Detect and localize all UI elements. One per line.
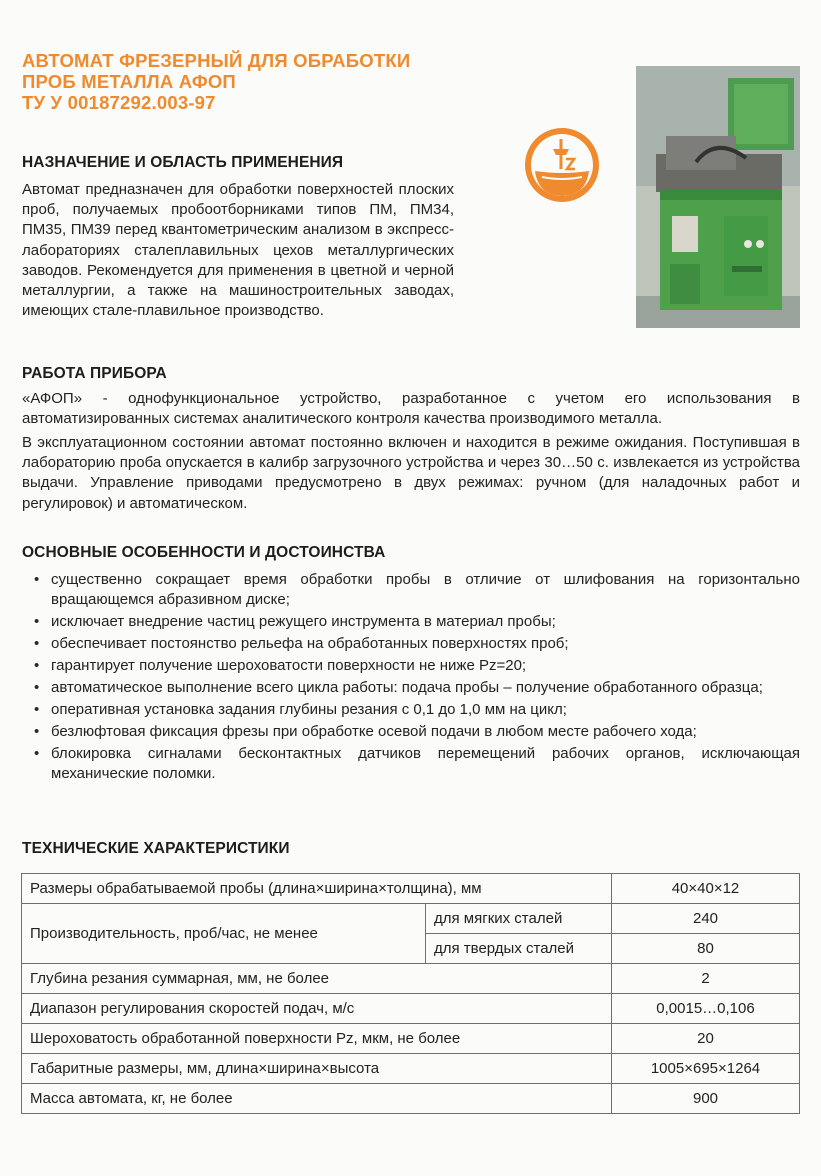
list-item: • гарантирует получение шероховатости поверхности не ниже Pz=20;	[34, 656, 800, 676]
spec-label: Диапазон регулирования скоростей подач, м/с	[22, 994, 612, 1024]
spec-value: 900	[612, 1084, 800, 1114]
spec-sublabel: для мягких сталей	[426, 904, 612, 934]
operation-paragraph-2: В эксплуатационном состоянии автомат постоянно включен и находится в режиме ожидания. Поступившая в лабораторию проба опускается в калибр загрузочного устройства и через 30…50 с. извлекается из устройства выдачи. Управление приводами предусмотрено в двух режимах: ручном (для наладочных работ и регулировок) и автоматическом.	[22, 434, 800, 512]
list-item: • автоматическое выполнение всего цикла работы: подача пробы – получение обработанного образца;	[34, 678, 800, 698]
purpose-heading: НАЗНАЧЕНИЕ И ОБЛАСТЬ ПРИМЕНЕНИЯ	[22, 154, 344, 171]
title-line-3: ТУ У 00187292.003-97	[22, 92, 216, 113]
features-heading: ОСНОВНЫЕ ОСОБЕННОСТИ И ДОСТОИНСТВА	[22, 544, 386, 561]
spec-sublabel: для твердых сталей	[426, 934, 612, 964]
features-list	[34, 570, 800, 786]
table-row	[22, 1054, 800, 1084]
spec-label: Габаритные размеры, мм, длина×ширина×высота	[22, 1054, 612, 1084]
spec-value: 1005×695×1264	[612, 1054, 800, 1084]
table-row	[22, 904, 800, 934]
table-row	[22, 874, 800, 904]
list-item: • оперативная установка задания глубины резания с 0,1 до 1,0 мм на цикл;	[34, 700, 800, 720]
specs-heading: ТЕХНИЧЕСКИЕ ХАРАКТЕРИСТИКИ	[22, 840, 290, 857]
table-row	[22, 1084, 800, 1114]
spec-value: 0,0015…0,106	[612, 994, 800, 1024]
list-item: • существенно сокращает время обработки пробы в отличие от шлифования на горизонтально вращающемся абразивном диске;	[34, 570, 800, 610]
list-item: • безлюфтовая фиксация фрезы при обработке осевой подачи в любом месте рабочего хода;	[34, 722, 800, 742]
spec-value: 80	[612, 934, 800, 964]
list-item: • исключает внедрение частиц режущего инструмента в материал пробы;	[34, 612, 800, 632]
crucible-logo-icon	[522, 125, 602, 205]
title-line-1: АВТОМАТ ФРЕЗЕРНЫЙ ДЛЯ ОБРАБОТКИ	[22, 50, 411, 71]
spec-label: Глубина резания суммарная, мм, не более	[22, 964, 612, 994]
machine-photo-icon	[636, 66, 800, 328]
spec-value: 2	[612, 964, 800, 994]
spec-label: Масса автомата, кг, не более	[22, 1084, 612, 1114]
spec-label: Производительность, проб/час, не менее	[22, 904, 426, 964]
spec-value: 240	[612, 904, 800, 934]
table-row	[22, 1024, 800, 1054]
specs-table	[21, 873, 800, 1114]
list-item: • обеспечивает постоянство рельефа на обработанных поверхностях проб;	[34, 634, 800, 654]
spec-label: Размеры обрабатываемой пробы (длина×ширина×толщина), мм	[22, 874, 612, 904]
title-line-2: ПРОБ МЕТАЛЛА АФОП	[22, 71, 236, 92]
spec-label: Шероховатость обработанной поверхности Pz, мкм, не более	[22, 1024, 612, 1054]
operation-paragraph-1: «АФОП» - однофункциональное устройство, разработанное с учетом его использования в автоматизированных системах аналитического контроля качества производимого металла.	[22, 390, 800, 428]
purpose-text: Автомат предназначен для обработки поверхностей плоских проб, получаемых пробоотборниками типов ПМ, ПМ34, ПМ35, ПМ39 перед квантометрическим анализом в экспресс-лабораториях сталеплавильных цехов металлургических заводов. Рекомендуется для применения в цветной и черной металлургии, а также на машиностроительных заводах, имеющих стале-плавильное производство.	[22, 181, 454, 320]
document-title	[22, 50, 492, 113]
spec-value: 40×40×12	[612, 874, 800, 904]
list-item: • блокировка сигналами бесконтактных датчиков перемещений рабочих органов, исключающая механические поломки.	[34, 744, 800, 784]
table-row	[22, 994, 800, 1024]
table-row	[22, 964, 800, 994]
operation-heading: РАБОТА ПРИБОРА	[22, 365, 167, 382]
spec-value: 20	[612, 1024, 800, 1054]
